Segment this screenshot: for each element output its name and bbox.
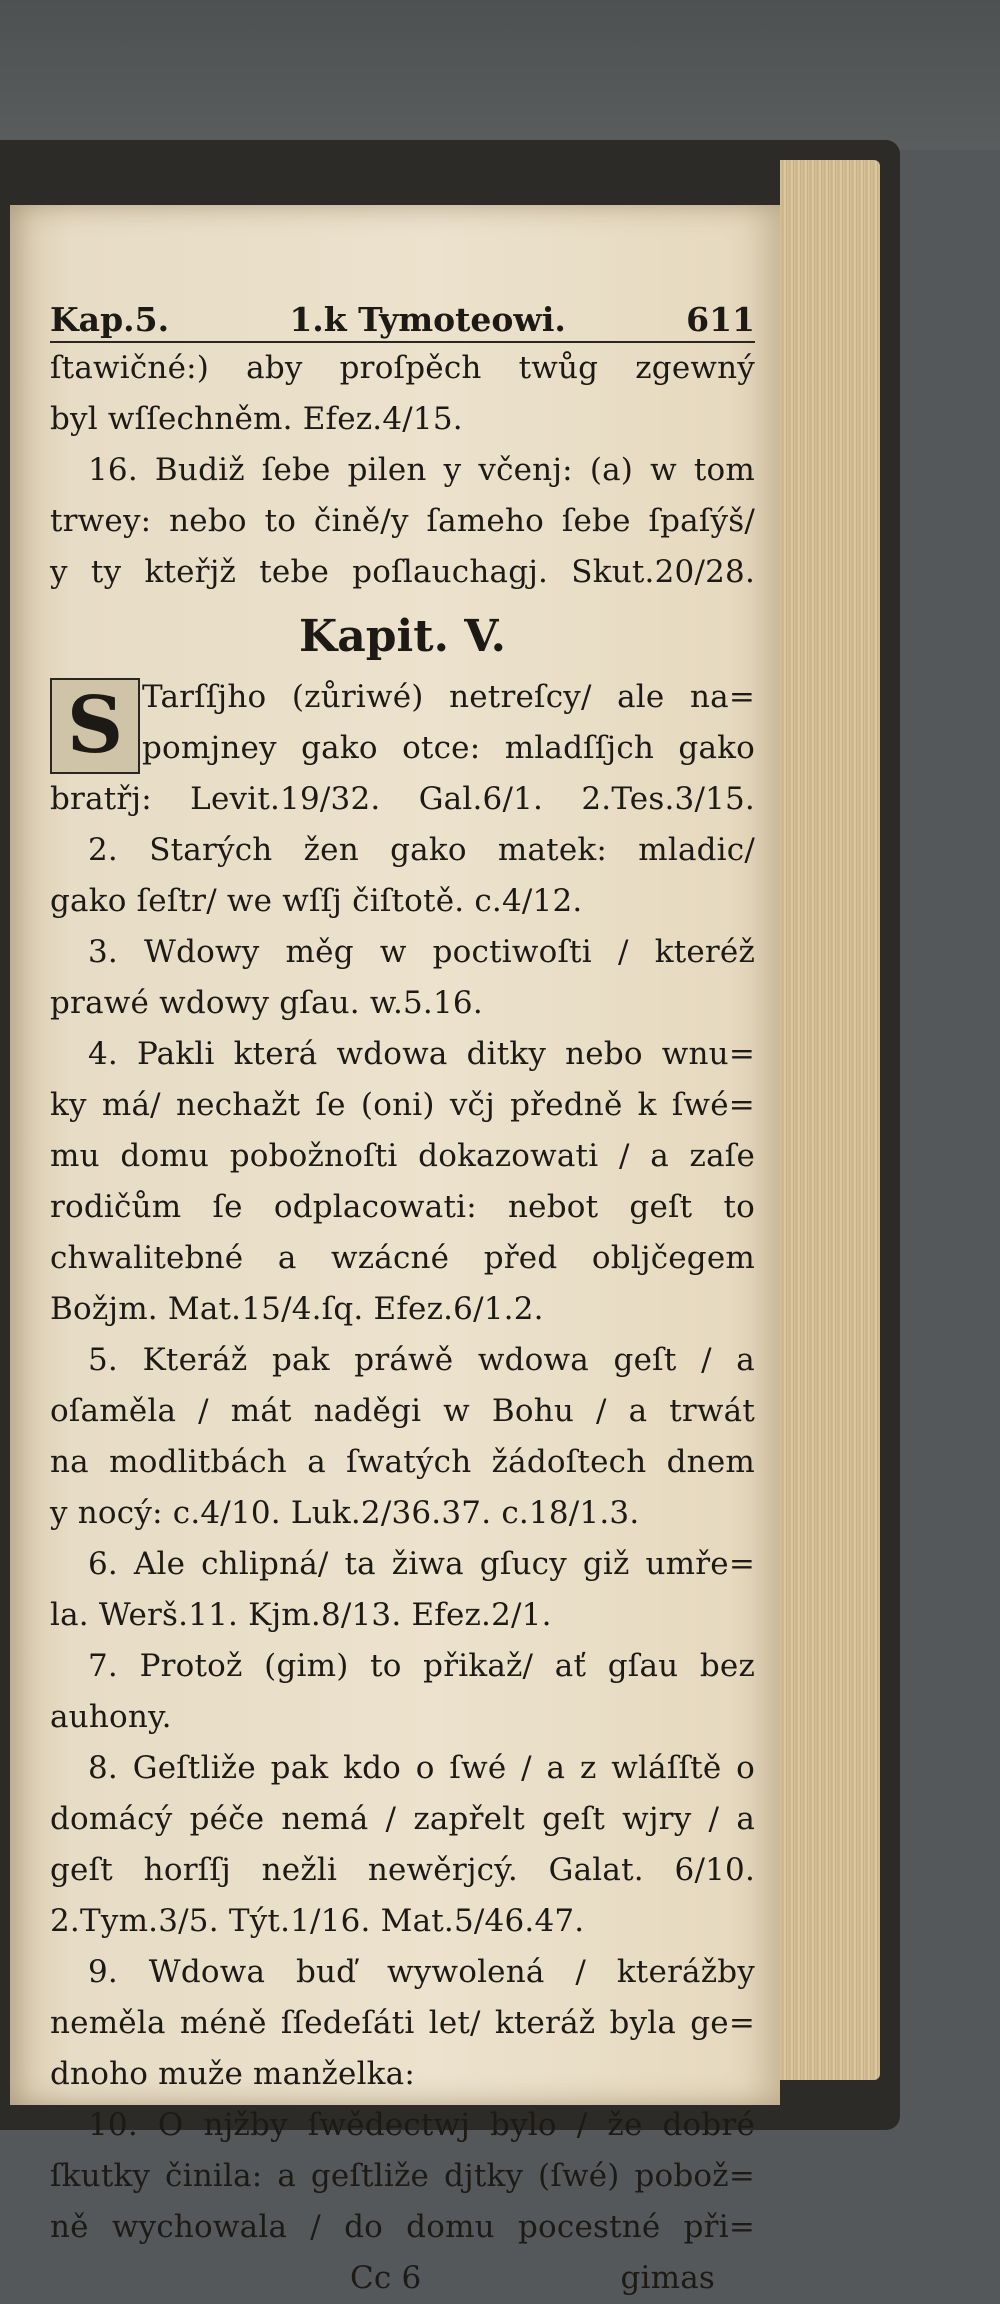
text-line: dnoho muže manželka: xyxy=(50,2056,415,2092)
header-chapter: Kap.5. xyxy=(50,300,170,339)
text-line: chwalitebné a wzácné před obljčegem xyxy=(50,1240,755,1276)
text-line: pomjney gako otce: mladſſjch gako xyxy=(142,730,755,766)
text-line: 3. Wdowy měg w poctiwoſti / kteréž xyxy=(88,934,755,970)
text-line: gako ſeſtr/ we wſſj čiſtotě. c.4/12. xyxy=(50,883,583,919)
book-page xyxy=(10,205,780,2296)
text-line: 6. Ale chlipná/ ta žiwa gſucy giž umře= xyxy=(88,1546,755,1582)
text-line: na modlitbách a ſwatých žádoſtech dnem xyxy=(50,1444,755,1480)
text-line: 5. Kteráž pak práwě wdowa geſt / a xyxy=(88,1342,755,1378)
text-line: 10. O njžby ſwědectwj bylo / že dobré xyxy=(88,2107,755,2143)
text-line: mu domu pobožnoſti dokazowati / a zaſe xyxy=(50,1138,755,1174)
text-line: ſkutky činila: a geſtliže djtky (ſwé) pobož= xyxy=(50,2158,755,2194)
dropcap-initial: S xyxy=(50,678,140,774)
text-line: 2.Tym.3/5. Týt.1/16. Mat.5/46.47. xyxy=(50,1903,585,1939)
text-line: neměla méně ſſedeſáti let/ kteráž byla ge= xyxy=(50,2005,755,2041)
text-line: byl wſſechněm. Efez.4/15. xyxy=(50,401,463,437)
text-line: la. Werš.11. Kjm.8/13. Efez.2/1. xyxy=(50,1597,552,1633)
page-footer xyxy=(50,2253,755,2304)
background xyxy=(0,0,1000,150)
running-head xyxy=(50,300,755,343)
text-line: trwey: nebo to čině/y ſameho ſebe ſpaſýš/ xyxy=(50,503,755,539)
chapter-heading: Kapit. V. xyxy=(299,611,506,662)
text-line: Tarſſjho (zůriwé) netreſcy/ ale na= xyxy=(142,679,755,715)
text-line: ſtawičné:) aby proſpěch twůg zgewný xyxy=(50,350,755,386)
text-line: oſaměla / mát naděgi w Bohu / a trwát xyxy=(50,1393,755,1429)
text-line: y ty kteřjž tebe poſlauchagj. Skut.20/28. xyxy=(50,554,755,590)
page-number: 611 xyxy=(686,300,755,339)
text-line: Božjm. Mat.15/4.ſq. Efez.6/1.2. xyxy=(50,1291,544,1327)
text-line: 8. Geſtliže pak kdo o ſwé / a z wláſſtě o xyxy=(88,1750,755,1786)
text-line: y nocý: c.4/10. Luk.2/36.37. c.18/1.3. xyxy=(50,1495,640,1531)
text-line: prawé wdowy gſau. w.5.16. xyxy=(50,985,483,1021)
text-line: geſt horſſj nežli newěrjcý. Galat. 6/10. xyxy=(50,1852,755,1888)
text-line: rodičům ſe odplacowati: nebot geſt to xyxy=(50,1189,755,1225)
text-line: 7. Protož (gim) to přikaž/ ať gſau bez xyxy=(88,1648,755,1684)
text-line: ky má/ nechažt ſe (oni) včj předně k ſwé= xyxy=(50,1087,755,1123)
text-block xyxy=(50,300,755,2304)
text-line: 2. Starých žen gako matek: mladic/ xyxy=(88,832,755,868)
text-line: 16. Budiž ſebe pilen y včenj: (a) w tom xyxy=(88,452,755,488)
text-line: 4. Pakli která wdowa ditky nebo wnu= xyxy=(88,1036,755,1072)
chapter-opening xyxy=(50,672,755,774)
text-line: domácý péče nemá / zapřelt geſt wjry / a xyxy=(50,1801,755,1837)
text-line: auhony. xyxy=(50,1699,172,1735)
page-edges xyxy=(780,160,880,2080)
text-line: ně wychowala / do domu pocestné při= xyxy=(50,2209,755,2245)
body-text xyxy=(50,774,755,2253)
text-line: 9. Wdowa buď wywolená / kterážby xyxy=(88,1954,755,1990)
signature-mark: Cc 6 xyxy=(350,2260,422,2296)
header-title: 1.k Tymoteowi. xyxy=(289,300,566,339)
text-line: bratřj: Levit.19/32. Gal.6/1. 2.Tes.3/15. xyxy=(50,781,755,817)
catchword: gimas xyxy=(620,2260,715,2296)
pre-heading-text xyxy=(50,343,755,598)
